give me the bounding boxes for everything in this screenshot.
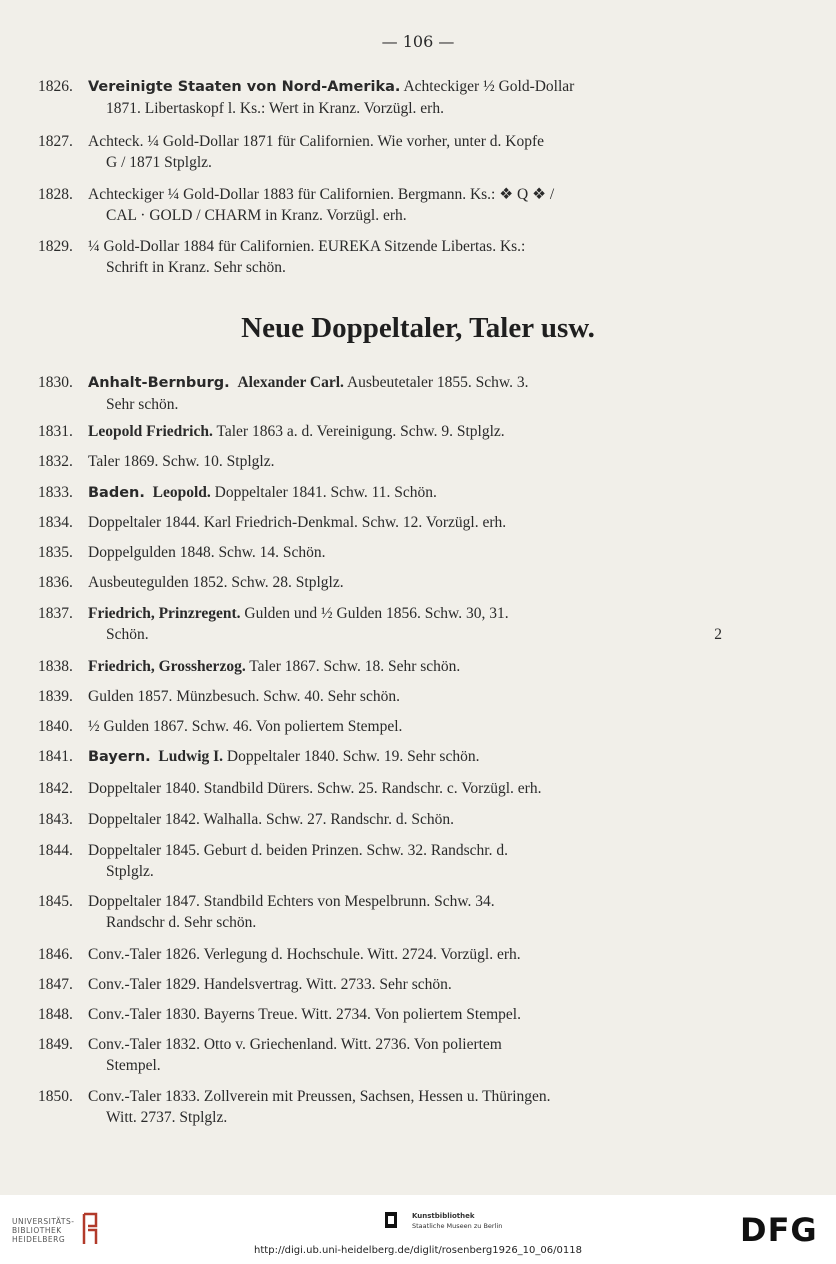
catalog-entry (38, 686, 722, 707)
entry-number: 1835. (38, 544, 73, 561)
entry-continuation: G / 1871 Stplglz. (106, 154, 212, 171)
entry-text: Taler 1863 a. d. Vereinigung. Schw. 9. Stplglz. (212, 423, 505, 440)
heidelberg-logo-icon (80, 1212, 100, 1246)
entry-number: 1832. (38, 453, 73, 470)
entry-text: ½ Gulden 1867. Schw. 46. Von poliertem Stempel. (88, 718, 403, 735)
entry-number: 1831. (38, 423, 73, 440)
catalog-entry (38, 716, 722, 737)
entry-text: Doppeltaler 1844. Karl Friedrich-Denkmal. Schw. 12. Vorzügl. erh. (88, 514, 507, 531)
entry-continuation: Schrift in Kranz. Sehr schön. (106, 259, 286, 276)
entry-heading: Friedrich, Prinzregent. (88, 605, 241, 622)
entry-text: Achteck. ¼ Gold-Dollar 1871 für Californien. Wie vorher, unter d. Kopfe (88, 133, 545, 150)
catalog-entry (38, 482, 722, 504)
entry-number: 1829. (38, 238, 73, 255)
catalog-entry (38, 372, 722, 415)
uni-line: UNIVERSITÄTS- (12, 1217, 75, 1226)
entry-number: 1833. (38, 484, 73, 501)
catalog-entry (38, 236, 722, 278)
entry-number: 1837. (38, 605, 73, 622)
section-title: Neue Doppeltaler, Taler usw. (241, 312, 595, 344)
permalink-url[interactable]: http://digi.ub.uni-heidelberg.de/diglit/rosenberg1926_10_06/0118 (254, 1245, 582, 1256)
catalog-entry (38, 542, 722, 563)
entry-text: Achteckiger ¼ Gold-Dollar 1883 für Californien. Bergmann. Ks.: ❖ Q ❖ / (88, 186, 555, 203)
catalog-entry (38, 1004, 722, 1025)
page-number: — 106 — (381, 32, 455, 51)
margin-note: 2 (714, 626, 722, 643)
entry-number: 1827. (38, 133, 73, 150)
entry-number: 1847. (38, 976, 73, 993)
entry-continuation-text: Schön. (106, 626, 149, 643)
entry-number: 1830. (38, 374, 73, 391)
catalog-entry (38, 603, 722, 645)
entry-text: Conv.-Taler 1833. Zollverein mit Preussen, Sachsen, Hessen u. Thüringen. (88, 1088, 551, 1105)
entry-number: 1842. (38, 780, 73, 797)
entry-continuation: 1871. Libertaskopf l. Ks.: Wert in Kranz. Vorzügl. erh. (106, 100, 444, 117)
entry-text: Conv.-Taler 1829. Handelsvertrag. Witt. 2733. Sehr schön. (88, 976, 452, 993)
catalog-entry (38, 778, 722, 799)
entry-text: Taler 1867. Schw. 18. Sehr schön. (245, 658, 461, 675)
entry-number: 1846. (38, 946, 73, 963)
catalog-entry (38, 809, 722, 830)
entry-heading: Friedrich, Grossherzog. (88, 658, 246, 675)
kunstbibliothek-label (412, 1211, 502, 1231)
catalog-entry (38, 421, 722, 442)
entry-text: Gulden 1857. Münzbesuch. Schw. 40. Sehr schön. (88, 688, 400, 705)
entry-text: Doppelgulden 1848. Schw. 14. Schön. (88, 544, 326, 561)
entry-number: 1839. (38, 688, 73, 705)
catalog-entry (38, 656, 722, 677)
catalog-entry (38, 1086, 722, 1128)
entry-continuation: Randschr d. Sehr schön. (106, 914, 257, 931)
entry-number: 1845. (38, 893, 73, 910)
catalog-entry (38, 76, 722, 119)
catalog-entry (38, 944, 722, 965)
entry-continuation: Stplglz. (106, 863, 154, 880)
entry-continuation: Sehr schön. (106, 396, 179, 413)
catalog-entry (38, 572, 722, 593)
uni-line: HEIDELBERG (12, 1235, 66, 1244)
entry-heading: Leopold Friedrich. (88, 423, 213, 440)
catalog-entry (38, 840, 722, 882)
kunst-subtitle: Staatliche Museen zu Berlin (412, 1222, 503, 1230)
entry-subheading: Leopold. (152, 484, 211, 501)
catalog-entry (38, 746, 722, 768)
catalog-entry (38, 891, 722, 933)
entry-text: Achteckiger ½ Gold-Dollar (400, 78, 575, 95)
uni-line: BIBLIOTHEK (12, 1226, 62, 1235)
entry-text: Conv.-Taler 1826. Verlegung d. Hochschule. Witt. 2724. Vorzügl. erh. (88, 946, 521, 963)
entry-number: 1844. (38, 842, 73, 859)
entry-continuation: Stempel. (106, 1057, 161, 1074)
entry-number: 1841. (38, 748, 73, 765)
catalog-entry (38, 131, 722, 173)
entry-text: Conv.-Taler 1832. Otto v. Griechenland. Witt. 2736. Von poliertem (88, 1036, 502, 1053)
entry-text: Doppeltaler 1841. Schw. 11. Schön. (210, 484, 437, 501)
entry-number: 1826. (38, 78, 73, 95)
viewer-footer (0, 1195, 836, 1264)
entry-number: 1840. (38, 718, 73, 735)
entry-heading: Vereinigte Staaten von Nord-Amerika. (88, 79, 401, 95)
entry-text: ¼ Gold-Dollar 1884 für Californien. EUREKA Sitzende Libertas. Ks.: (88, 238, 526, 255)
entry-text: Doppeltaler 1840. Schw. 19. Sehr schön. (223, 748, 480, 765)
dfg-logo: DFG (740, 1211, 818, 1249)
entry-number: 1850. (38, 1088, 73, 1105)
entry-number: 1848. (38, 1006, 73, 1023)
entry-text: Conv.-Taler 1830. Bayerns Treue. Witt. 2734. Von poliertem Stempel. (88, 1006, 521, 1023)
kunstbibliothek-logo-icon (385, 1212, 397, 1228)
entry-number: 1834. (38, 514, 73, 531)
entry-continuation: Witt. 2737. Stplglz. (106, 1109, 228, 1126)
entry-number: 1849. (38, 1036, 73, 1053)
entry-number: 1838. (38, 658, 73, 675)
catalog-entry (38, 974, 722, 995)
catalog-entry (38, 512, 722, 533)
catalog-entry (38, 184, 722, 226)
entry-text: Doppeltaler 1845. Geburt d. beiden Prinzen. Schw. 32. Randschr. d. (88, 842, 508, 859)
entry-text: Doppeltaler 1840. Standbild Dürers. Schw. 25. Randschr. c. Vorzügl. erh. (88, 780, 542, 797)
entry-text: Taler 1869. Schw. 10. Stplglz. (88, 453, 275, 470)
entry-number: 1836. (38, 574, 73, 591)
entry-subheading: Alexander Carl. (237, 374, 344, 391)
entry-heading: Baden. (88, 485, 145, 501)
entry-number: 1828. (38, 186, 73, 203)
catalog-entry (38, 1034, 722, 1076)
kunst-title: Kunstbibliothek (412, 1212, 475, 1220)
entry-text: Doppeltaler 1847. Standbild Echters von Mespelbrunn. Schw. 34. (88, 893, 495, 910)
entry-text: Gulden und ½ Gulden 1856. Schw. 30, 31. (240, 605, 509, 622)
entry-text: Ausbeutegulden 1852. Schw. 28. Stplglz. (88, 574, 344, 591)
entry-continuation: CAL · GOLD / CHARM in Kranz. Vorzügl. erh. (106, 207, 407, 224)
entry-subheading: Ludwig I. (158, 748, 224, 765)
entry-text: Doppeltaler 1842. Walhalla. Schw. 27. Randschr. d. Schön. (88, 811, 454, 828)
catalog-entry (38, 451, 722, 472)
university-library-label (12, 1217, 74, 1244)
entry-heading: Anhalt-Bernburg. (88, 375, 230, 391)
entry-text: Ausbeutetaler 1855. Schw. 3. (343, 374, 529, 391)
entry-heading: Bayern. (88, 749, 151, 765)
entry-number: 1843. (38, 811, 73, 828)
entry-continuation (38, 624, 722, 645)
